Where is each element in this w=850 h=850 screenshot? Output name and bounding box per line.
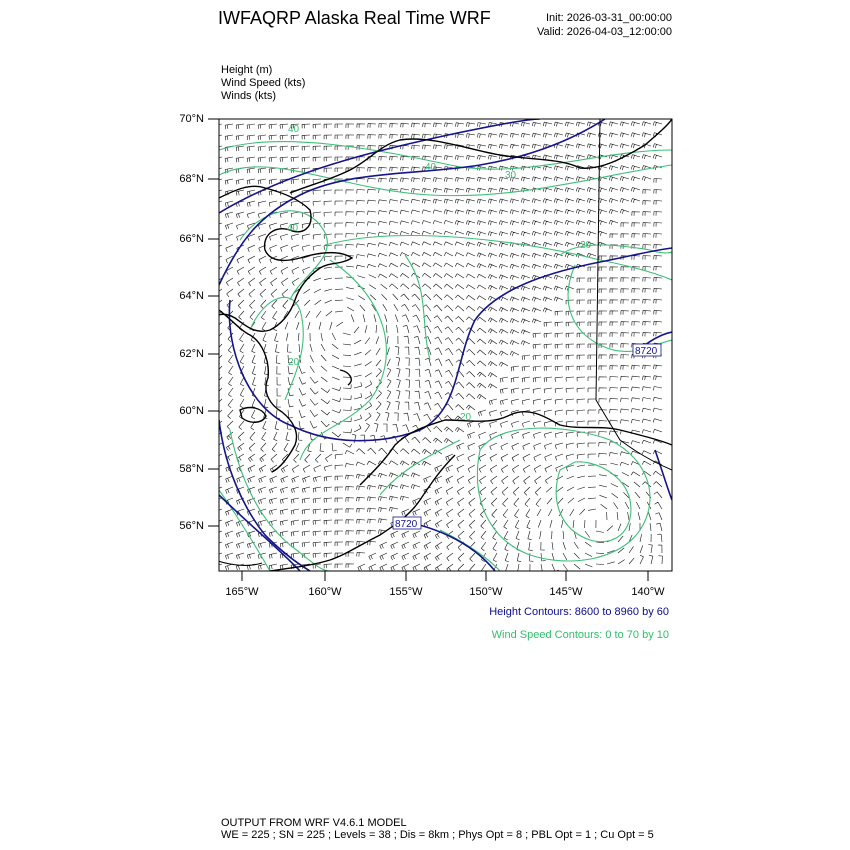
- lon-label: 150°W: [469, 586, 503, 598]
- wind-contour-label: 40: [425, 162, 437, 173]
- height-contour-label: 8720: [635, 346, 658, 357]
- footer-model-config: WE = 225 ; SN = 225 ; Levels = 38 ; Dis = 8km ; Phys Opt = 8 ; PBL Opt = 1 ; Cu Opt = 5: [221, 829, 654, 841]
- coastline: [215, 119, 672, 571]
- lat-label: 68°N: [179, 173, 204, 185]
- island-nunivak: [240, 408, 266, 423]
- height-contour-label: 8720: [395, 519, 418, 530]
- height-contour-line: [219, 119, 540, 213]
- lat-label: 62°N: [179, 348, 204, 360]
- lat-label: 60°N: [179, 405, 204, 417]
- field-height-label: Height (m): [221, 64, 273, 76]
- wind-contour-label: 40: [288, 124, 300, 135]
- lon-label: 155°W: [389, 586, 423, 598]
- lon-label: 140°W: [631, 586, 665, 598]
- wind-contour-line: [556, 462, 631, 542]
- field-winds-label: Winds (kts): [221, 90, 276, 102]
- height-contour-line: [229, 248, 672, 441]
- valid-time: Valid: 2026-04-03_12:00:00: [537, 26, 672, 38]
- lat-label: 70°N: [179, 113, 204, 125]
- lon-label: 145°W: [549, 586, 583, 598]
- height-contours: [219, 119, 672, 571]
- init-time: Init: 2026-03-31_00:00:00: [546, 12, 672, 24]
- wind-contour-label: 30: [505, 170, 517, 181]
- lon-label: 160°W: [308, 586, 342, 598]
- coastline-peninsula: [270, 455, 455, 571]
- lat-label: 56°N: [179, 520, 204, 532]
- wind-contour-line: [477, 428, 650, 561]
- wind-contour-line: [250, 297, 303, 400]
- footer-model-info: OUTPUT FROM WRF V4.6.1 MODEL: [221, 817, 407, 829]
- wind-barbs: [214, 122, 662, 573]
- height-contour-legend: Height Contours: 8600 to 8960 by 60: [489, 606, 669, 618]
- map-title: IWFAQRP Alaska Real Time WRF: [218, 8, 491, 28]
- wind-speed-contour-legend: Wind Speed Contours: 0 to 70 by 10: [491, 629, 669, 641]
- plot-frame: [219, 119, 672, 571]
- lat-label: 58°N: [179, 463, 204, 475]
- wind-contour-label: 20: [288, 357, 300, 368]
- height-contour-line: [219, 495, 300, 571]
- wind-contour-label: 40: [287, 223, 299, 234]
- lat-label: 66°N: [179, 233, 204, 245]
- wind-contour-label: 20: [460, 412, 472, 423]
- lat-label: 64°N: [179, 290, 204, 302]
- wind-barb-field: [214, 122, 662, 573]
- wind-contour-label: 20: [580, 240, 592, 251]
- wind-contour-line: [300, 260, 386, 460]
- aleutians: [215, 560, 262, 565]
- field-windspeed-label: Wind Speed (kts): [221, 77, 306, 89]
- lon-label: 165°W: [225, 586, 259, 598]
